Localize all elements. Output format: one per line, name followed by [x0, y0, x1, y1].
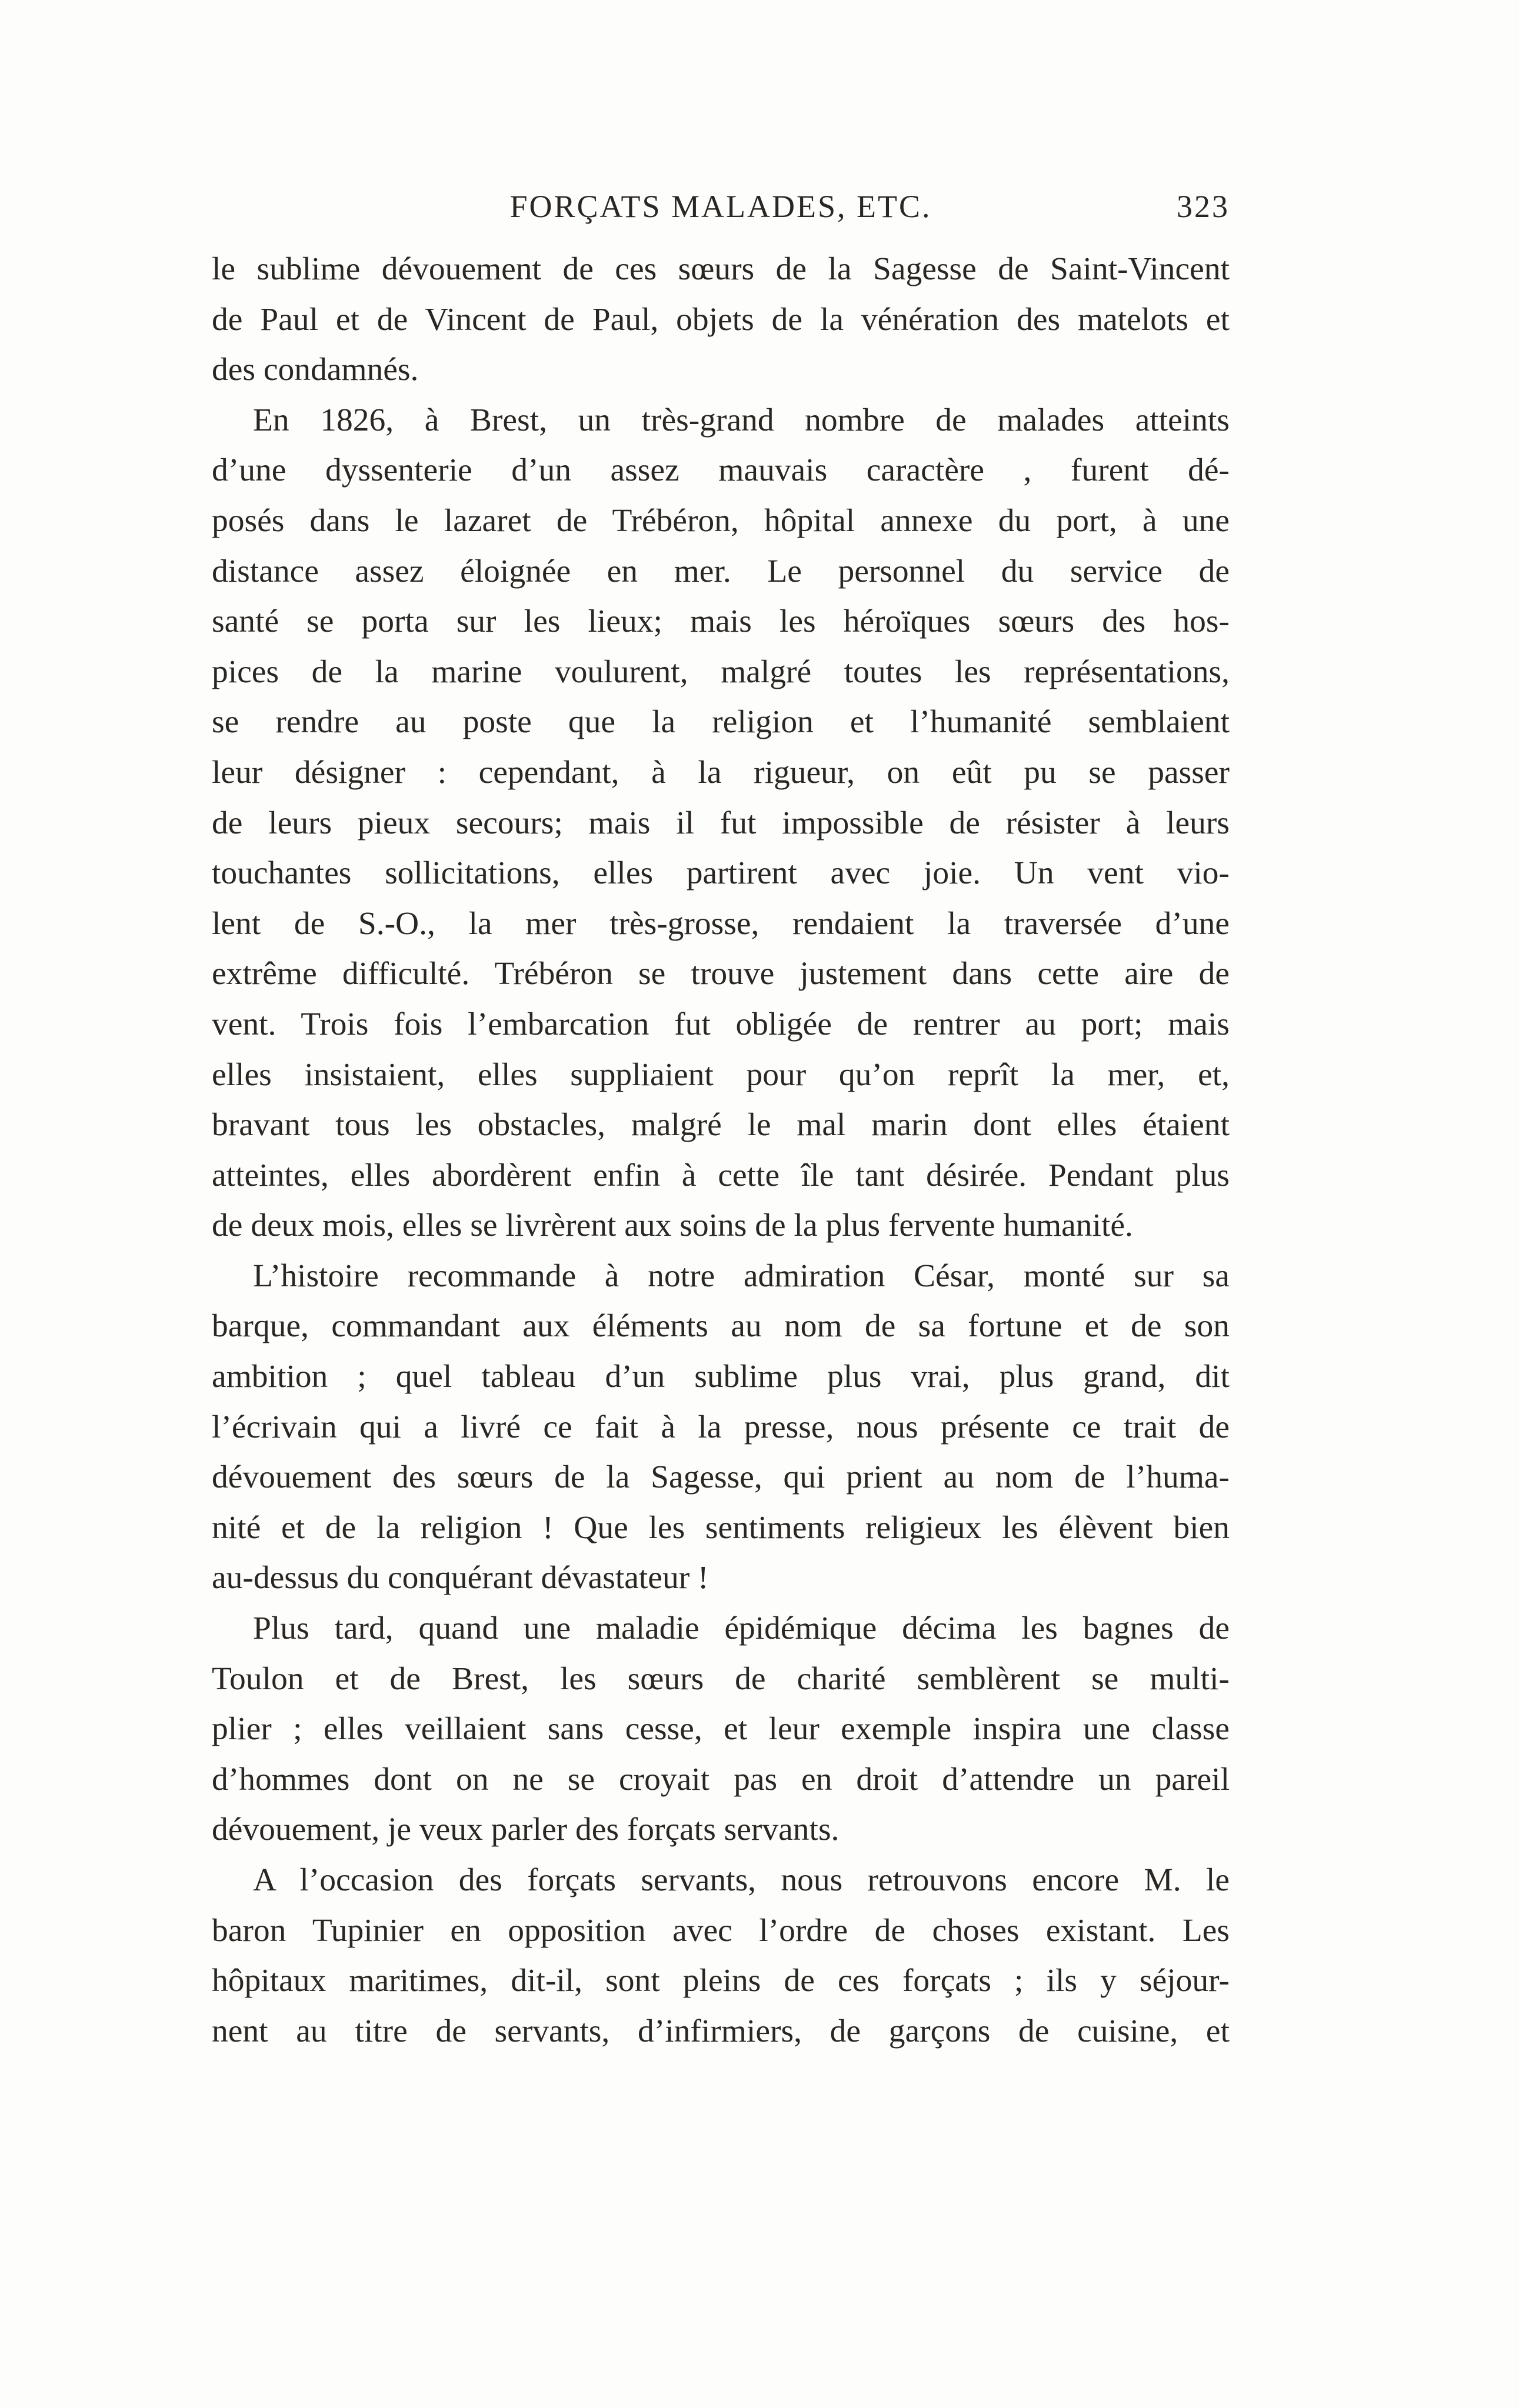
text-line: des condamnés. — [212, 352, 419, 388]
text-line: dévouement des sœurs de la Sagesse, qui prient au nom de l’huma- — [212, 1459, 1230, 1496]
text-line: vent. Trois fois l’embarcation fut obligée de rentrer au port; mais — [212, 1006, 1230, 1042]
text-line: extrême difficulté. Trébéron se trouve justement dans cette aire de — [212, 956, 1230, 992]
text-line: nent au titre de servants, d’infirmiers, de garçons de cuisine, et — [212, 2013, 1230, 2049]
text-line: santé se porta sur les lieux; mais les héroïques sœurs des hos- — [212, 603, 1230, 640]
page-number: 323 — [1177, 189, 1230, 224]
text-line: L’histoire recommande à notre admiration César, monté sur sa — [253, 1258, 1230, 1294]
running-head — [212, 188, 1230, 235]
text-line: au-dessus du conquérant dévastateur ! — [212, 1560, 709, 1596]
text-line: touchantes sollicitations, elles partirent avec joie. Un vent vio- — [212, 855, 1230, 892]
body-text — [212, 244, 1230, 2056]
running-title: FORÇATS MALADES, ETC. — [509, 189, 932, 224]
text-line: de deux mois, elles se livrèrent aux soins de la plus fervente humanité. — [212, 1208, 1133, 1244]
text-line: de Paul et de Vincent de Paul, objets de la vénération des matelots et — [212, 301, 1230, 338]
text-line: hôpitaux maritimes, dit-il, sont pleins de ces forçats ; ils y séjour- — [212, 1963, 1230, 1999]
text-line: leur désigner : cependant, à la rigueur, on eût pu se passer — [212, 754, 1230, 791]
text-line: En 1826, à Brest, un très-grand nombre de malades atteints — [253, 402, 1230, 438]
text-line: Plus tard, quand une maladie épidémique décima les bagnes de — [253, 1610, 1230, 1647]
text-line: distance assez éloignée en mer. Le personnel du service de — [212, 553, 1230, 589]
text-line: A l’occasion des forçats servants, nous retrouvons encore M. le — [253, 1862, 1230, 1898]
text-line: ambition ; quel tableau d’un sublime plus vrai, plus grand, dit — [212, 1359, 1230, 1395]
text-line: pices de la marine voulurent, malgré toutes les représentations, — [212, 653, 1230, 690]
text-line: d’une dyssenterie d’un assez mauvais caractère , furent dé- — [212, 452, 1230, 489]
text-line: d’hommes dont on ne se croyait pas en droit d’attendre un pareil — [212, 1761, 1230, 1797]
text-line: bravant tous les obstacles, malgré le mal marin dont elles étaient — [212, 1107, 1230, 1143]
text-line: elles insistaient, elles suppliaient pour qu’on reprît la mer, et, — [212, 1056, 1230, 1093]
text-line: atteintes, elles abordèrent enfin à cette île tant désirée. Pendant plus — [212, 1157, 1230, 1193]
text-line: de leurs pieux secours; mais il fut impossible de résister à leurs — [212, 805, 1230, 841]
text-line: dévouement, je veux parler des forçats servants. — [212, 1812, 840, 1848]
text-line: se rendre au poste que la religion et l’humanité semblaient — [212, 704, 1230, 741]
text-line: baron Tupinier en opposition avec l’ordre de choses existant. Les — [212, 1912, 1230, 1949]
text-line: Toulon et de Brest, les sœurs de charité semblèrent se multi- — [212, 1660, 1230, 1697]
text-line: barque, commandant aux éléments au nom de sa fortune et de son — [212, 1308, 1230, 1345]
text-line: nité et de la religion ! Que les sentiments religieux les élèvent bien — [212, 1509, 1230, 1546]
text-line: plier ; elles veillaient sans cesse, et leur exemple inspira une classe — [212, 1711, 1230, 1747]
text-line: posés dans le lazaret de Trébéron, hôpital annexe du port, à une — [212, 502, 1230, 539]
text-line: le sublime dévouement de ces sœurs de la Sagesse de Saint-Vincent — [212, 251, 1230, 287]
text-line: l’écrivain qui a livré ce fait à la presse, nous présente ce trait de — [212, 1409, 1230, 1445]
text-line: lent de S.-O., la mer très-grosse, rendaient la traversée d’une — [212, 905, 1230, 942]
